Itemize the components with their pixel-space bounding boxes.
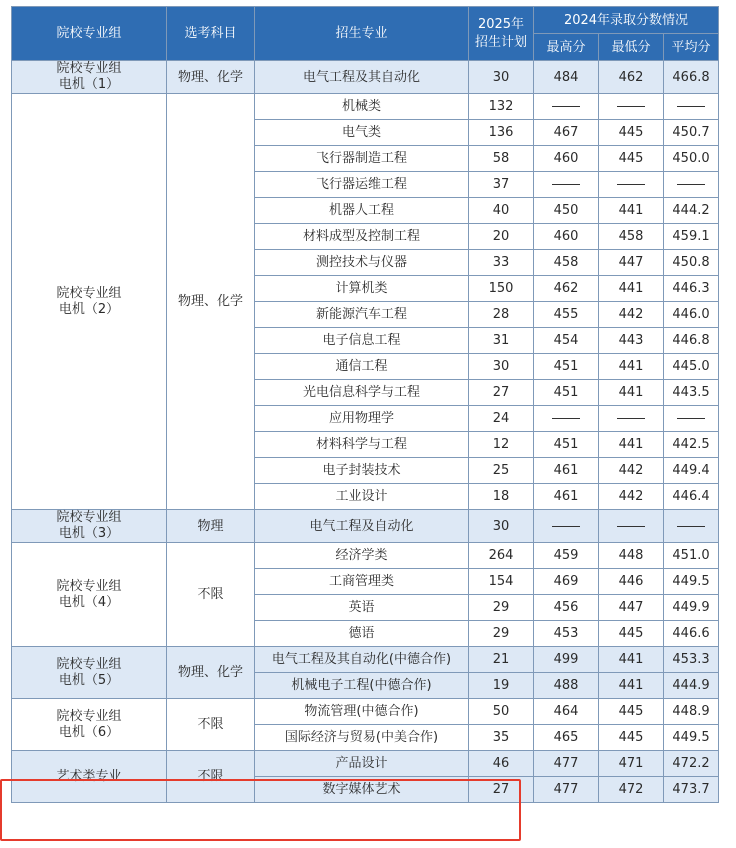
- plan-cell: 58: [469, 146, 534, 172]
- header-major: 招生专业: [255, 7, 469, 61]
- plan-cell: 37: [469, 172, 534, 198]
- avg-cell: 450.0: [664, 146, 719, 172]
- min-cell: 447: [599, 595, 664, 621]
- avg-cell: 449.5: [664, 725, 719, 751]
- group-name-cell: [12, 510, 167, 543]
- plan-cell: 31: [469, 328, 534, 354]
- max-cell: [534, 94, 599, 120]
- avg-cell: [664, 406, 719, 432]
- no-data-dash: [617, 526, 645, 527]
- max-cell: 484: [534, 61, 599, 94]
- avg-cell: 449.9: [664, 595, 719, 621]
- avg-cell: 450.7: [664, 120, 719, 146]
- major-cell: 电子信息工程: [255, 328, 469, 354]
- plan-cell: 20: [469, 224, 534, 250]
- max-cell: 461: [534, 458, 599, 484]
- avg-cell: 443.5: [664, 380, 719, 406]
- table-row: [12, 751, 719, 777]
- max-cell: 464: [534, 699, 599, 725]
- avg-cell: 444.9: [664, 673, 719, 699]
- major-cell: 新能源汽车工程: [255, 302, 469, 328]
- min-cell: 441: [599, 673, 664, 699]
- min-cell: 443: [599, 328, 664, 354]
- min-cell: 445: [599, 621, 664, 647]
- min-cell: 445: [599, 699, 664, 725]
- no-data-dash: [617, 106, 645, 107]
- avg-cell: [664, 94, 719, 120]
- plan-cell: 18: [469, 484, 534, 510]
- avg-cell: 446.0: [664, 302, 719, 328]
- major-cell: 电气工程及其自动化(中德合作): [255, 647, 469, 673]
- min-cell: 448: [599, 543, 664, 569]
- max-cell: 477: [534, 751, 599, 777]
- avg-cell: 445.0: [664, 354, 719, 380]
- max-cell: 460: [534, 224, 599, 250]
- max-cell: 469: [534, 569, 599, 595]
- group-name-line1: 院校专业组: [56, 708, 122, 724]
- header-plan: [469, 7, 534, 61]
- table-body: [12, 61, 719, 803]
- table-row: [12, 510, 719, 543]
- min-cell: 445: [599, 120, 664, 146]
- avg-cell: 473.7: [664, 777, 719, 803]
- max-cell: [534, 510, 599, 543]
- major-cell: 电气工程及自动化: [255, 510, 469, 543]
- major-cell: 数字媒体艺术: [255, 777, 469, 803]
- group-name-cell: [12, 647, 167, 699]
- group-name-line2: 电机（4）: [58, 594, 120, 610]
- no-data-dash: [617, 418, 645, 419]
- major-cell: 飞行器制造工程: [255, 146, 469, 172]
- avg-cell: 446.4: [664, 484, 719, 510]
- max-cell: 477: [534, 777, 599, 803]
- avg-cell: 446.6: [664, 621, 719, 647]
- min-cell: 441: [599, 354, 664, 380]
- header-row-top: [12, 7, 719, 34]
- min-cell: 441: [599, 432, 664, 458]
- major-cell: 机器人工程: [255, 198, 469, 224]
- plan-cell: 40: [469, 198, 534, 224]
- max-cell: 450: [534, 198, 599, 224]
- subjects-cell: 不限: [167, 699, 255, 751]
- plan-cell: 264: [469, 543, 534, 569]
- major-cell: 机械电子工程(中德合作): [255, 673, 469, 699]
- plan-cell: 30: [469, 354, 534, 380]
- avg-cell: 444.2: [664, 198, 719, 224]
- min-cell: 441: [599, 380, 664, 406]
- table-row: [12, 647, 719, 673]
- max-cell: 451: [534, 432, 599, 458]
- no-data-dash: [677, 184, 705, 185]
- header-group: 院校专业组: [12, 7, 167, 61]
- group-name-line2: 电机（2）: [58, 301, 120, 317]
- max-cell: [534, 406, 599, 432]
- highlight-box: [0, 779, 521, 841]
- group-name-line2: 电机（3）: [58, 526, 120, 541]
- plan-cell: 154: [469, 569, 534, 595]
- admission-score-table: [11, 6, 719, 803]
- major-cell: 应用物理学: [255, 406, 469, 432]
- group-name-cell: [12, 61, 167, 94]
- min-cell: 445: [599, 146, 664, 172]
- plan-cell: 28: [469, 302, 534, 328]
- avg-cell: 451.0: [664, 543, 719, 569]
- major-cell: 物流管理(中德合作): [255, 699, 469, 725]
- major-cell: 材料成型及控制工程: [255, 224, 469, 250]
- group-name-cell: [12, 543, 167, 647]
- min-cell: 442: [599, 484, 664, 510]
- subjects-cell: 物理、化学: [167, 647, 255, 699]
- no-data-dash: [552, 184, 580, 185]
- plan-cell: 27: [469, 380, 534, 406]
- group-name-line2: 电机（5）: [58, 672, 120, 688]
- header-subjects: 选考科目: [167, 7, 255, 61]
- no-data-dash: [552, 418, 580, 419]
- max-cell: 465: [534, 725, 599, 751]
- major-cell: 通信工程: [255, 354, 469, 380]
- group-name-line1: 艺术类专业: [56, 768, 122, 784]
- avg-cell: 448.9: [664, 699, 719, 725]
- group-name-line2: 电机（6）: [58, 724, 120, 740]
- subjects-cell: 物理、化学: [167, 61, 255, 94]
- no-data-dash: [552, 106, 580, 107]
- major-cell: 电气类: [255, 120, 469, 146]
- plan-cell: 30: [469, 61, 534, 94]
- max-cell: 467: [534, 120, 599, 146]
- avg-cell: 453.3: [664, 647, 719, 673]
- max-cell: 462: [534, 276, 599, 302]
- table-row: [12, 94, 719, 120]
- avg-cell: 459.1: [664, 224, 719, 250]
- plan-cell: 25: [469, 458, 534, 484]
- avg-cell: 472.2: [664, 751, 719, 777]
- max-cell: 460: [534, 146, 599, 172]
- major-cell: 测控技术与仪器: [255, 250, 469, 276]
- table-row: [12, 699, 719, 725]
- no-data-dash: [677, 526, 705, 527]
- min-cell: 441: [599, 276, 664, 302]
- avg-cell: 449.5: [664, 569, 719, 595]
- max-cell: 488: [534, 673, 599, 699]
- admission-table-container: [11, 6, 718, 803]
- avg-cell: 466.8: [664, 61, 719, 94]
- plan-cell: 30: [469, 510, 534, 543]
- plan-cell: 12: [469, 432, 534, 458]
- max-cell: 455: [534, 302, 599, 328]
- min-cell: [599, 406, 664, 432]
- table-row: [12, 61, 719, 94]
- no-data-dash: [617, 184, 645, 185]
- plan-cell: 50: [469, 699, 534, 725]
- group-name-cell: [12, 699, 167, 751]
- max-cell: 458: [534, 250, 599, 276]
- major-cell: 机械类: [255, 94, 469, 120]
- group-name-line1: 院校专业组: [56, 578, 122, 594]
- max-cell: 451: [534, 354, 599, 380]
- plan-cell: 136: [469, 120, 534, 146]
- plan-cell: 46: [469, 751, 534, 777]
- plan-cell: 21: [469, 647, 534, 673]
- header-plan-label: 招生计划: [474, 34, 527, 50]
- major-cell: 英语: [255, 595, 469, 621]
- table-row: [12, 543, 719, 569]
- group-name-cell: [12, 94, 167, 510]
- no-data-dash: [677, 418, 705, 419]
- avg-cell: 446.8: [664, 328, 719, 354]
- min-cell: 441: [599, 198, 664, 224]
- max-cell: 451: [534, 380, 599, 406]
- group-name-line1: 院校专业组: [56, 61, 122, 76]
- max-cell: 456: [534, 595, 599, 621]
- major-cell: 飞行器运维工程: [255, 172, 469, 198]
- no-data-dash: [677, 106, 705, 107]
- max-cell: [534, 172, 599, 198]
- avg-cell: 450.8: [664, 250, 719, 276]
- avg-cell: 449.4: [664, 458, 719, 484]
- min-cell: [599, 510, 664, 543]
- group-name-line1: 院校专业组: [56, 656, 122, 672]
- subjects-cell: 不限: [167, 543, 255, 647]
- min-cell: 445: [599, 725, 664, 751]
- major-cell: 电子封装技术: [255, 458, 469, 484]
- avg-cell: 442.5: [664, 432, 719, 458]
- major-cell: 工业设计: [255, 484, 469, 510]
- avg-cell: [664, 172, 719, 198]
- major-cell: 电气工程及其自动化: [255, 61, 469, 94]
- avg-cell: 446.3: [664, 276, 719, 302]
- plan-cell: 35: [469, 725, 534, 751]
- header-avg: 平均分: [664, 34, 719, 61]
- plan-cell: 33: [469, 250, 534, 276]
- major-cell: 计算机类: [255, 276, 469, 302]
- min-cell: 442: [599, 302, 664, 328]
- min-cell: 458: [599, 224, 664, 250]
- min-cell: [599, 94, 664, 120]
- max-cell: 454: [534, 328, 599, 354]
- min-cell: 472: [599, 777, 664, 803]
- header-max: 最高分: [534, 34, 599, 61]
- avg-cell: [664, 510, 719, 543]
- max-cell: 461: [534, 484, 599, 510]
- max-cell: 453: [534, 621, 599, 647]
- major-cell: 产品设计: [255, 751, 469, 777]
- header-scores-title: 2024年录取分数情况: [534, 7, 719, 34]
- major-cell: 工商管理类: [255, 569, 469, 595]
- min-cell: 441: [599, 647, 664, 673]
- plan-cell: 19: [469, 673, 534, 699]
- major-cell: 国际经济与贸易(中美合作): [255, 725, 469, 751]
- header-min: 最低分: [599, 34, 664, 61]
- plan-cell: 132: [469, 94, 534, 120]
- group-name-line1: 院校专业组: [56, 510, 122, 525]
- min-cell: [599, 172, 664, 198]
- min-cell: 471: [599, 751, 664, 777]
- plan-cell: 29: [469, 621, 534, 647]
- group-name-line2: 电机（1）: [58, 77, 120, 92]
- min-cell: 446: [599, 569, 664, 595]
- subjects-cell: 物理、化学: [167, 94, 255, 510]
- major-cell: 经济学类: [255, 543, 469, 569]
- min-cell: 442: [599, 458, 664, 484]
- major-cell: 德语: [255, 621, 469, 647]
- no-data-dash: [552, 526, 580, 527]
- plan-cell: 29: [469, 595, 534, 621]
- group-name-line1: 院校专业组: [56, 285, 122, 301]
- min-cell: 447: [599, 250, 664, 276]
- subjects-cell: 物理: [167, 510, 255, 543]
- major-cell: 光电信息科学与工程: [255, 380, 469, 406]
- header-plan-year: 2025年: [477, 16, 525, 32]
- subjects-cell: 不限: [167, 751, 255, 803]
- major-cell: 材料科学与工程: [255, 432, 469, 458]
- plan-cell: 150: [469, 276, 534, 302]
- plan-cell: 27: [469, 777, 534, 803]
- min-cell: 462: [599, 61, 664, 94]
- max-cell: 459: [534, 543, 599, 569]
- plan-cell: 24: [469, 406, 534, 432]
- max-cell: 499: [534, 647, 599, 673]
